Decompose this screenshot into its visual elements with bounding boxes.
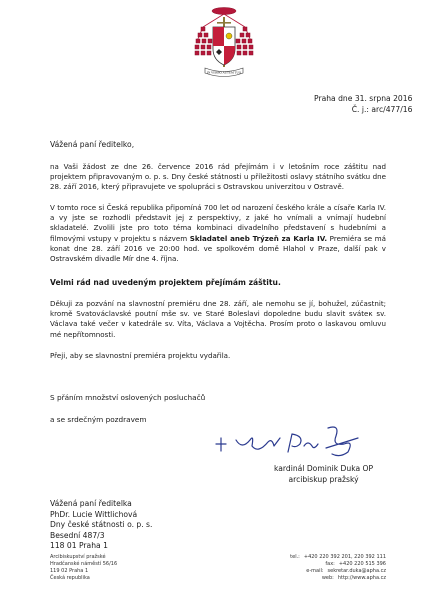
- address-line-4: Besední 487/3: [50, 530, 105, 540]
- footer-org-2: Hradčanské náměstí 56/16: [50, 561, 118, 567]
- paragraph-2-text-b: Premiéra se má konat dne 28. září 2016 ve 20:00 hod. ve spolkovém domě Hlahol v Praze, další pak v Ostravském divadle Mír dne 4. října.: [50, 233, 386, 264]
- address-line-3: Dny české státnosti o. p. s.: [50, 520, 153, 530]
- address-line-5: 118 01 Praha 1: [50, 541, 108, 551]
- tel-label: tel.:: [290, 554, 300, 560]
- tel-value: +420 220 392 201, 220 392 111: [303, 554, 386, 560]
- footer-org-1: Arcibiskupství pražské: [50, 554, 106, 560]
- email-link[interactable]: sekretar.duka@apha.cz: [327, 568, 386, 574]
- paragraph-2-text-a: V tomto roce si Česká republika připomíná 700 let od narození českého krále a císaře Karla IV. a vy jste se rozhodli představit jej z perspektivy, z jaké ho vnímali a vnímají hudební skladatelé. Zvolili jste pro toto téma kombinaci divadelního představení s hudebními a filmovými vstupy v projektu s názvem: [50, 203, 386, 243]
- web-link[interactable]: http://www.apha.cz: [337, 575, 386, 581]
- recipient-address: [50, 499, 152, 552]
- paragraph-3-patronage: Velmi rád nad uvedeným projektem přejímám záštitu.: [50, 278, 281, 287]
- place-date: Praha dne 31. srpna 2016: [314, 94, 413, 103]
- paragraph-4: Děkuji za pozvání na slavnostní premiéru dne 28. září, ale nemohu se jí, bohužel, zúčastnit; kromě Svatováclavské poutní mše sv. ve Staré Boleslavi dopoledne budu slavit sváteк sv. Václava také večer v katedrále sv. Víta, Václava a Vojtěcha. Prosím proto o laskavou omluvu mé nepřítomnosti.: [50, 299, 386, 339]
- salutation: Vážená paní ředitelko,: [50, 140, 135, 149]
- signer-name: kardinál Dominik Duka OP: [274, 464, 374, 473]
- closing: [50, 393, 205, 424]
- footer-org-3: 119 02 Praha 1: [50, 568, 89, 574]
- fax-value: +420 220 515 396: [338, 561, 386, 567]
- closing-line-1: S přáním množství oslovených posluchačů: [50, 393, 206, 402]
- email-label: e-mail:: [306, 568, 324, 574]
- signer-title: arcibiskup pražský: [288, 474, 359, 484]
- signer-block: [274, 464, 373, 485]
- fax-label: fax:: [325, 561, 335, 567]
- coat-of-arms-motto: IN VERBO AUTEM TUO: [206, 70, 242, 75]
- paragraph-2: [50, 203, 386, 264]
- paragraph-1: na Vaši žádost ze dne 26. července 2016 rád přejímám i v letošním roce záštitu nad projektem připravovaným o. p. s. Dny české státnosti u příležitosti oslavy státního svátku dne 28. září 2016, který připravujete ve spolupráci s Ostravskou univerzitou v Ostravě.: [50, 162, 386, 192]
- coat-of-arms-logo: [193, 5, 255, 85]
- date-reference-block: [314, 94, 412, 115]
- footer-organization: [50, 554, 117, 582]
- paragraph-5: Přeji, aby se slavnostní premiéra projektu vydařila.: [50, 351, 231, 360]
- address-line-1: Vážená paní ředitelka: [50, 499, 132, 508]
- address-line-2: PhDr. Lucie Wittlichová: [50, 509, 138, 519]
- footer-contacts: [290, 554, 386, 582]
- reference-number: Č. j.: arc/477/16: [351, 104, 413, 114]
- project-title: Skladatel aneb Trýzeň za Karla IV.: [189, 233, 328, 243]
- handwritten-signature: [208, 418, 368, 462]
- web-label: web:: [321, 575, 334, 581]
- closing-line-2: a se srdečným pozdravem: [50, 415, 147, 424]
- footer-org-4: Česká republika: [50, 575, 90, 581]
